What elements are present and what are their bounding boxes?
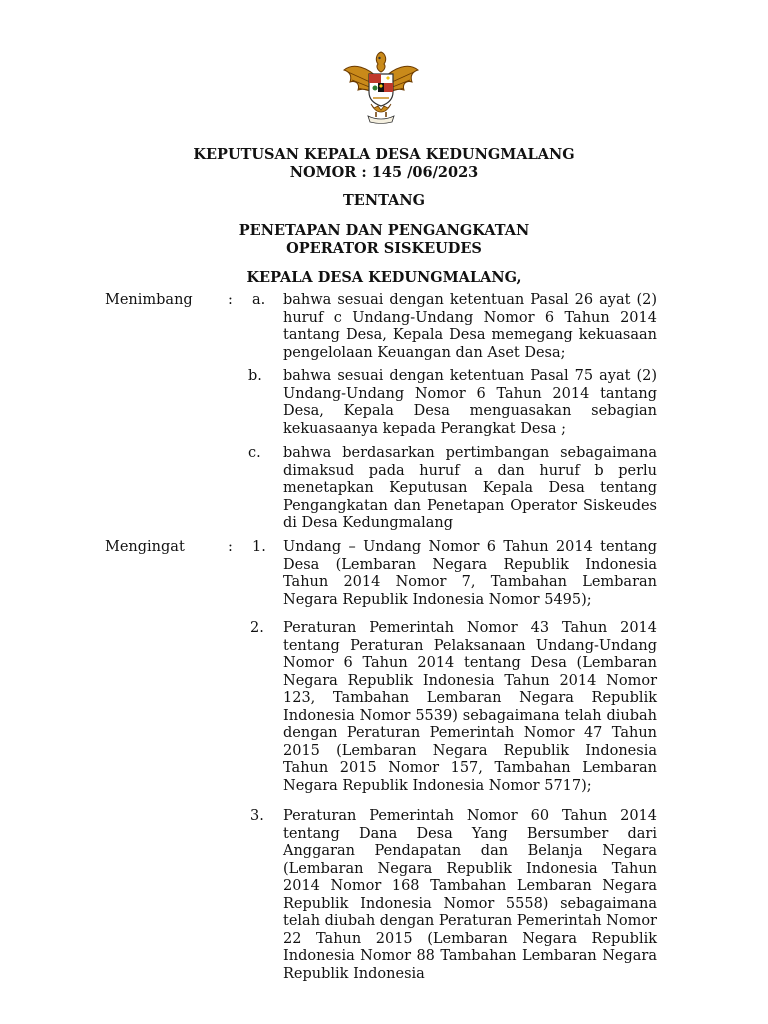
mengingat-label: Mengingat [105, 539, 185, 555]
mengingat-item-3: Peraturan Pemerintah Nomor 60 Tahun 2014 tentang Dana Desa Yang Bersumber dari Anggaran Pendapatan dan Belanja Negara (Lembaran Negara Republik Indonesia Tahun 2014 Nomor 168 Tambahan Lembaran Negara Republik Indonesia Nomor 5558) sebagaimana telah diubah dengan Peraturan Pemerintah Nomor 22 Tahun 2015 (Lembaran Negara Republik Indonesia Nomor 88 Tambahan Lembaran Negara Republik Indonesia [283, 808, 657, 982]
mengingat-marker-1: 1. [252, 539, 266, 555]
title-line-1: KEPUTUSAN KEPALA DESA KEDUNGMALANG [193, 146, 575, 163]
subject-line-2: OPERATOR SISKEUDES [286, 239, 482, 257]
mengingat-item-1: Undang – Undang Nomor 6 Tahun 2014 tentang Desa (Lembaran Negara Republik Indonesia Tahun 2014 Nomor 7, Tambahan Lembaran Negara Republik Indonesia Nomor 5495); [283, 539, 657, 608]
menimbang-item-b: bahwa sesuai dengan ketentuan Pasal 75 ayat (2) Undang-Undang Nomor 6 Tahun 2014 tantang Desa, Kepala Desa menguasakan sebagian kekuasaanya kepada Perangkat Desa ; [283, 368, 657, 437]
document-title [0, 146, 768, 181]
mengingat-colon: : [228, 539, 233, 555]
mengingat-marker-2: 2. [250, 620, 264, 636]
menimbang-label: Menimbang [105, 292, 193, 308]
garuda-emblem [340, 48, 422, 124]
menimbang-marker-c: c. [248, 445, 261, 461]
menimbang-colon: : [228, 292, 233, 308]
document-subject [0, 222, 768, 257]
menimbang-item-a: bahwa sesuai dengan ketentuan Pasal 26 ayat (2) huruf c Undang-Undang Nomor 6 Tahun 2014 tantang Desa, Kepala Desa memegang kekuasaan pengelolaan Keuangan dan Aset Desa; [283, 292, 657, 361]
subject-line-1: PENETAPAN DAN PENGANGKATAN [238, 222, 530, 239]
menimbang-marker-a: a. [252, 292, 266, 308]
menimbang-item-c: bahwa berdasarkan pertimbangan sebagaimana dimaksud pada huruf a dan huruf b perlu menetapkan Keputusan Kepala Desa tentang Pengangkatan dan Penetapan Operator Siskeudes di Desa Kedungmalang [283, 445, 657, 531]
issuer-heading: KEPALA DESA KEDUNGMALANG, [246, 269, 522, 286]
mengingat-marker-3: 3. [250, 808, 264, 824]
mengingat-item-2: Peraturan Pemerintah Nomor 43 Tahun 2014 tentang Peraturan Pelaksanaan Undang-Undang Nomor 6 Tahun 2014 tentang Desa (Lembaran Negara Republik Indonesia Tahun 2014 Nomor 123, Tambahan Lembaran Negara Republik Indonesia Nomor 5539) sebagaimana telah diubah dengan Peraturan Pemerintah Nomor 47 Tahun 2015 (Lembaran Negara Republik Indonesia Tahun 2015 Nomor 157, Tambahan Lembaran Negara Republik Indonesia Nomor 5717); [283, 620, 657, 794]
tentang-heading: TENTANG [343, 192, 425, 209]
title-line-2: NOMOR : 145 /06/2023 [289, 163, 479, 181]
menimbang-marker-b: b. [248, 368, 262, 384]
